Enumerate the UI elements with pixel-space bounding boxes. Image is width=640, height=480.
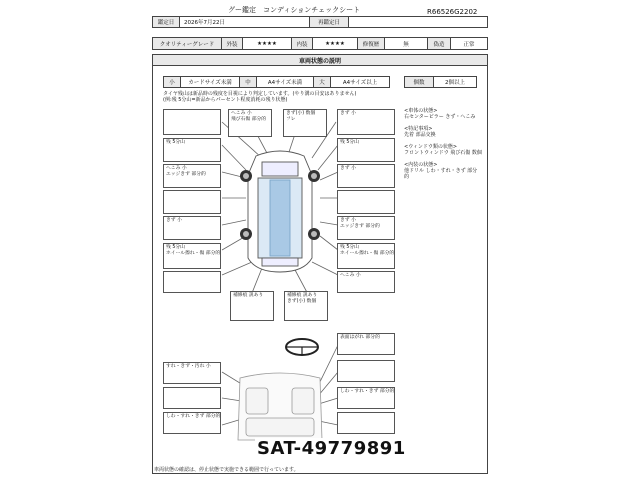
box-right-5: 残 5分山 ホイール擦れ・傷 部分的 [337,243,395,269]
count-label: 個数 [404,76,434,88]
box-left-3 [163,190,221,214]
label-tamper: 偽造 [427,37,451,50]
label-interior: 内装 [291,37,313,50]
tamper-value: 正常 [450,37,488,50]
sheet-code: R66526G2202 [427,8,478,16]
box-interior-left-3: しわ・すれ・きず 部分的 [163,412,221,434]
box-right-4: きず 小 エッジきず 部分的 [337,216,395,240]
remark-window-heading: <ウィンドウ類の状態> [404,144,458,150]
size-mid-desc: A4サイズ未満 [256,76,314,88]
size-large-desc: A4サイズ以上 [330,76,390,88]
remark-interior-value: 他ドリル しわ・すれ・きず 部分的 [404,168,478,180]
stock-id: SAT-49779891 [257,438,406,459]
box-right-2: きず 小 [337,164,395,188]
count-value: 2個以上 [433,76,477,88]
label-inspect-date: 鑑定日 [152,16,180,28]
size-mid-label: 中 [239,76,257,88]
tire-note-example: (例:残 5分山=新品からパーセント程度消耗の残り状態) [163,97,288,103]
size-small-label: 小 [163,76,181,88]
remark-body-value: 右センターピラー きず・へこみ [404,114,476,120]
footer-note: 車両状態の確認は、停止状態で実施できる範囲で行っています。 [154,467,299,473]
box-interior-right-3: しわ・すれ・きず 部分的 [337,387,395,409]
exterior-stars: ★★★★ [242,37,292,50]
box-interior-left-2 [163,387,221,409]
box-rear-left: 補修痕 説あり [230,291,274,321]
box-interior-right-1: 表面はがれ 部分的 [337,333,395,355]
box-interior-right-4 [337,412,395,434]
tire-note: タイヤ残山は新品時の残度を目視により判定しています。(やり溝の目安はありません) [163,91,357,97]
box-interior-left-1: すれ・きず・汚れ 小 [163,362,221,384]
box-top-left [163,109,221,135]
size-small-desc: カードサイズ未満 [180,76,240,88]
label-quality-grade: クオリティーグレード [152,37,222,50]
remarks-panel [404,108,482,278]
remark-interior-heading: <内装の状態> [404,162,438,168]
box-right-6: へこみ 小 [337,271,395,293]
box-rear-right: 補修痕 説あり きず(小) 数個 [284,291,328,321]
box-right-1: 残 5分山 [337,138,395,162]
box-top-right: きず 小 [337,109,395,135]
box-left-2: へこみ 小 エッジきず 部分的 [163,164,221,188]
label-repair-history: 修復歴 [357,37,385,50]
box-interior-right-2 [337,360,395,382]
box-front-left: へこみ 小 飛び石傷 部分的 [228,109,272,137]
box-left-6 [163,271,221,293]
remark-body-heading: <車体の状態> [404,108,438,114]
box-right-3 [337,190,395,214]
inspect-date: 2026年7月22日 [179,16,310,28]
section-title: 車両状態の説明 [152,54,488,66]
label-exterior: 外装 [221,37,243,50]
interior-stars: ★★★★ [312,37,358,50]
remark-window-value: フロントウィンドウ 飛び石傷 数個 [404,150,482,156]
box-left-4: きず 小 [163,216,221,240]
repair-history: 無 [384,37,428,50]
remark-special-value: 先着 部品交換 [404,132,436,138]
remark-special-heading: <特記事項> [404,126,433,132]
box-left-5: 残 5分山 ホイール擦れ・傷 部分的 [163,243,221,269]
label-reinspect-date: 再鑑定日 [309,16,349,28]
box-front-center: きず(小) 数個 フレ [283,109,327,137]
box-left-1: 残 5分山 [163,138,221,162]
size-large-label: 大 [313,76,331,88]
sheet-title: グー鑑定 コンディションチェックシート [228,6,361,14]
